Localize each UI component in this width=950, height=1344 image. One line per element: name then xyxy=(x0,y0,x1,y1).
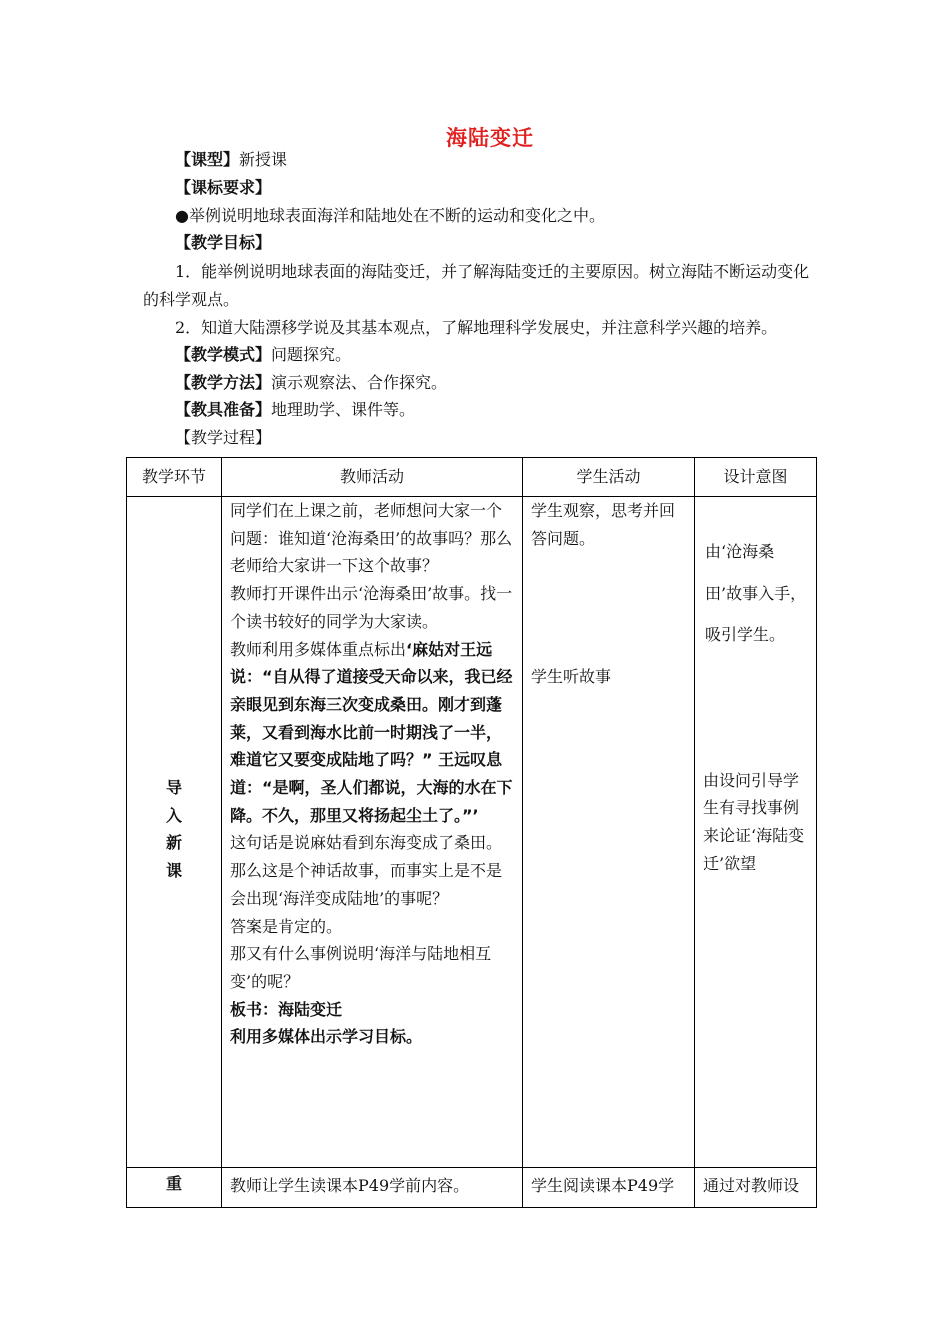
header-student: 学生活动 xyxy=(523,458,695,497)
teacher-text: 同学们在上课之前，老师想问大家一个问题：谁知道‘沧海桑田’的故事吗？那么老师给大家讲一下这个故事？ xyxy=(230,501,513,576)
stage-char: 新 xyxy=(165,833,182,852)
method-label: 【教学方法】 xyxy=(175,373,272,392)
stage-cell xyxy=(127,497,222,1168)
stage-label-intro xyxy=(127,774,221,884)
teacher-text: 那又有什么事例说明‘海洋与陆地相互变’的呢？ xyxy=(230,944,492,991)
student-text: 学生听故事 xyxy=(531,667,612,687)
teacher-story-quote xyxy=(230,636,514,830)
page-title: 海陆变迁 xyxy=(446,126,534,150)
design-intent-cell xyxy=(695,497,817,1168)
intent-text: 由‘沧海桑田’故事入手，吸引学生。 xyxy=(705,542,807,644)
stage-cell xyxy=(127,1168,222,1208)
header-teacher: 教师活动 xyxy=(222,458,523,497)
student-activity-cell: 学生阅读课本P49学 xyxy=(523,1168,695,1208)
mode-label: 【教学模式】 xyxy=(175,345,272,364)
tools-value: 地理助学、课件等。 xyxy=(271,400,416,419)
header-stage: 教学环节 xyxy=(127,458,222,497)
process-heading: 【教学过程】 xyxy=(175,428,272,447)
table-row xyxy=(127,1168,817,1208)
stage-char: 课 xyxy=(165,860,182,880)
teacher-text: 答案是肯定的。 xyxy=(230,916,343,936)
course-type-value: 新授课 xyxy=(239,150,288,169)
stage-char: 导 xyxy=(165,778,182,797)
teacher-text-bold: 利用多媒体出示学习目标。 xyxy=(230,1027,423,1047)
table-header-row xyxy=(127,458,817,497)
table-row xyxy=(127,497,817,1168)
tools-line xyxy=(175,400,415,420)
student-activity-cell xyxy=(523,497,695,1168)
standard-content: ●举例说明地球表面海洋和陆地处在不断的运动和变化之中。 xyxy=(175,206,605,225)
teacher-text: 教师打开课件出示‘沧海桑田’故事。找一个读书较好的同学为大家读。 xyxy=(230,584,513,631)
header-intent: 设计意图 xyxy=(695,458,817,497)
mode-value: 问题探究。 xyxy=(271,345,352,364)
objectives-heading xyxy=(175,233,271,253)
student-text: 学生观察，思考并回答问题。 xyxy=(531,501,676,548)
standard-label: 【课标要求】 xyxy=(175,178,272,197)
tools-label: 【教具准备】 xyxy=(175,400,272,419)
teaching-process-table xyxy=(126,457,817,1208)
teacher-text: 教师利用多媒体重点标出 xyxy=(230,639,407,659)
story-quote-bold: ‘麻姑对王远说：“自从得了道接受天命以来，我已经亲眼见到东海三次变成桑田。刚才到蓬莱，又看到海水比前一时期浅了一半，难道它又要变成陆地了吗？” xyxy=(230,639,513,770)
mode-line xyxy=(175,345,351,365)
design-intent-cell: 通过对教师设 xyxy=(695,1168,817,1208)
standard-heading xyxy=(175,178,271,198)
teacher-activity-cell: 教师让学生读课本P49学前内容。 xyxy=(222,1168,523,1208)
board-writing: 板书：海陆变迁 xyxy=(230,999,343,1019)
objective-item-1: 1．能举例说明地球表面的海陆变迁，并了解海陆变迁的主要原因。树立海陆不断运动变化的科学观点。 xyxy=(143,262,810,309)
objectives-label: 【教学目标】 xyxy=(175,233,272,252)
objective-item-2: 2．知道大陆漂移学说及其基本观点，了解地理科学发展史，并注意科学兴趣的培养。 xyxy=(175,318,778,337)
method-value: 演示观察法、合作探究。 xyxy=(271,373,448,392)
teacher-activity-cell xyxy=(222,497,523,1168)
course-type-line xyxy=(175,150,287,170)
stage-char: 入 xyxy=(165,805,182,825)
intent-text: 由设问引导学生有寻找事例来论证‘海陆变迁’欲望 xyxy=(703,770,805,873)
course-type-label: 【课型】 xyxy=(175,150,240,169)
story-quote-bold: 王远叹息道：“是啊，圣人们都说，大海的水在下降。不久，那里又将扬起尘土了。”’ xyxy=(230,750,513,825)
teacher-text: 这句话是说麻姑看到东海变成了桑田。那么这是个神话故事，而事实上是不是会出现‘海洋变成陆地’的事呢？ xyxy=(230,833,503,908)
method-line xyxy=(175,373,447,393)
stage-label-key: 重 xyxy=(165,1174,182,1193)
